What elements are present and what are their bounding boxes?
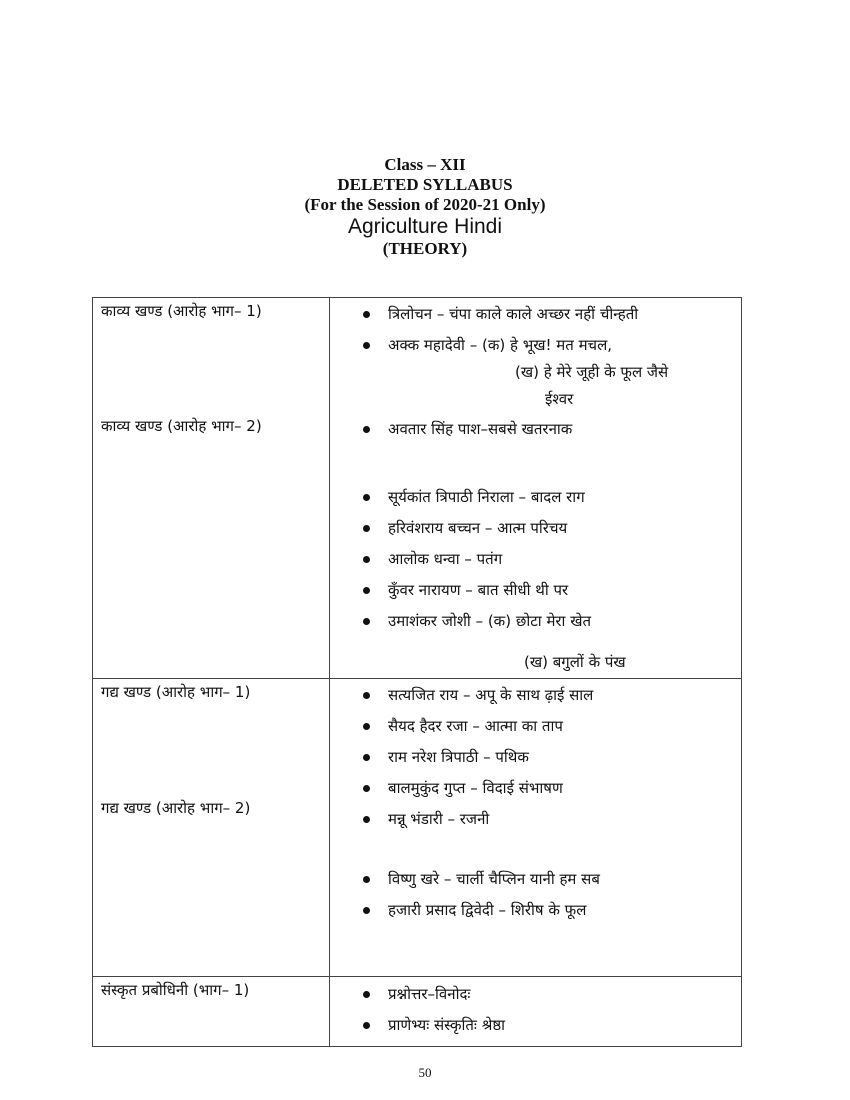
list-item: सैयद हैदर रजा – आत्मा का ताप <box>330 715 741 737</box>
list-item: कुँवर नारायण – बात सीधी थी पर <box>330 579 741 601</box>
subject-title: Agriculture Hindi <box>347 215 503 238</box>
list-item-continuation: (ख) हे मेरे जूही के फूल जैसे <box>515 363 669 381</box>
list-item: हरिवंशराय बच्चन – आत्म परिचय <box>330 517 741 539</box>
table-row <box>93 977 742 1047</box>
chapters-cell <box>330 679 742 977</box>
list-item: मन्नू भंडारी – रजनी <box>330 808 741 830</box>
class-heading: Class – XII <box>384 155 466 174</box>
chapter-list <box>330 983 741 1036</box>
document-header <box>0 155 850 259</box>
list-item: प्राणेभ्यः संस्कृतिः श्रेष्ठा <box>330 1014 741 1036</box>
section-label: संस्कृत प्रबोधिनी (भाग– 1) <box>101 981 250 999</box>
list-item: बालमुकुंद गुप्त – विदाई संभाषण <box>330 777 741 799</box>
section-label: गद्य खण्ड (आरोह भाग– 1) <box>101 683 251 701</box>
theory-heading: (THEORY) <box>382 239 468 258</box>
chapter-list <box>330 418 741 440</box>
section-cell <box>93 679 330 977</box>
section-label: काव्य खण्ड (आरोह भाग– 2) <box>101 417 262 435</box>
deleted-syllabus-heading: DELETED SYLLABUS <box>337 175 513 194</box>
list-item: आलोक धन्वा – पतंग <box>330 548 741 570</box>
list-item: अवतार सिंह पाश–सबसे खतरनाक <box>330 418 741 440</box>
chapter-list <box>330 303 741 356</box>
section-label: गद्य खण्ड (आरोह भाग– 2) <box>101 799 251 817</box>
table-row <box>93 679 742 977</box>
chapter-list <box>330 684 741 830</box>
section-label: काव्य खण्ड (आरोह भाग– 1) <box>101 302 262 320</box>
list-item: प्रश्नोत्तर–विनोदः <box>330 983 741 1005</box>
section-cell <box>93 977 330 1047</box>
list-item: विष्णु खरे – चार्ली चैप्लिन यानी हम सब <box>330 868 741 890</box>
list-item: अक्क महादेवी – (क) हे भूख! मत मचल, <box>330 334 741 356</box>
section-cell <box>93 298 330 679</box>
page-number: 50 <box>418 1065 432 1080</box>
list-item: सूर्यकांत त्रिपाठी निराला – बादल राग <box>330 486 741 508</box>
deleted-syllabus-table <box>92 297 742 1047</box>
chapter-list <box>330 868 741 921</box>
chapters-cell <box>330 977 742 1047</box>
list-item: उमाशंकर जोशी – (क) छोटा मेरा खेत <box>330 610 741 632</box>
list-item: सत्यजित राय – अपू के साथ ढ़ाई साल <box>330 684 741 706</box>
list-item-continuation: (ख) बगुलों के पंख <box>524 653 626 671</box>
list-item: त्रिलोचन – चंपा काले काले अच्छर नहीं चीन्हती <box>330 303 741 325</box>
chapters-cell <box>330 298 742 679</box>
list-item-continuation: ईश्वर <box>545 390 574 408</box>
list-item: हजारी प्रसाद द्विवेदी – शिरीष के फूल <box>330 899 741 921</box>
table-row <box>93 298 742 679</box>
session-heading: (For the Session of 2020-21 Only) <box>304 195 546 214</box>
list-item: राम नरेश त्रिपाठी – पथिक <box>330 746 741 768</box>
chapter-list <box>330 486 741 632</box>
